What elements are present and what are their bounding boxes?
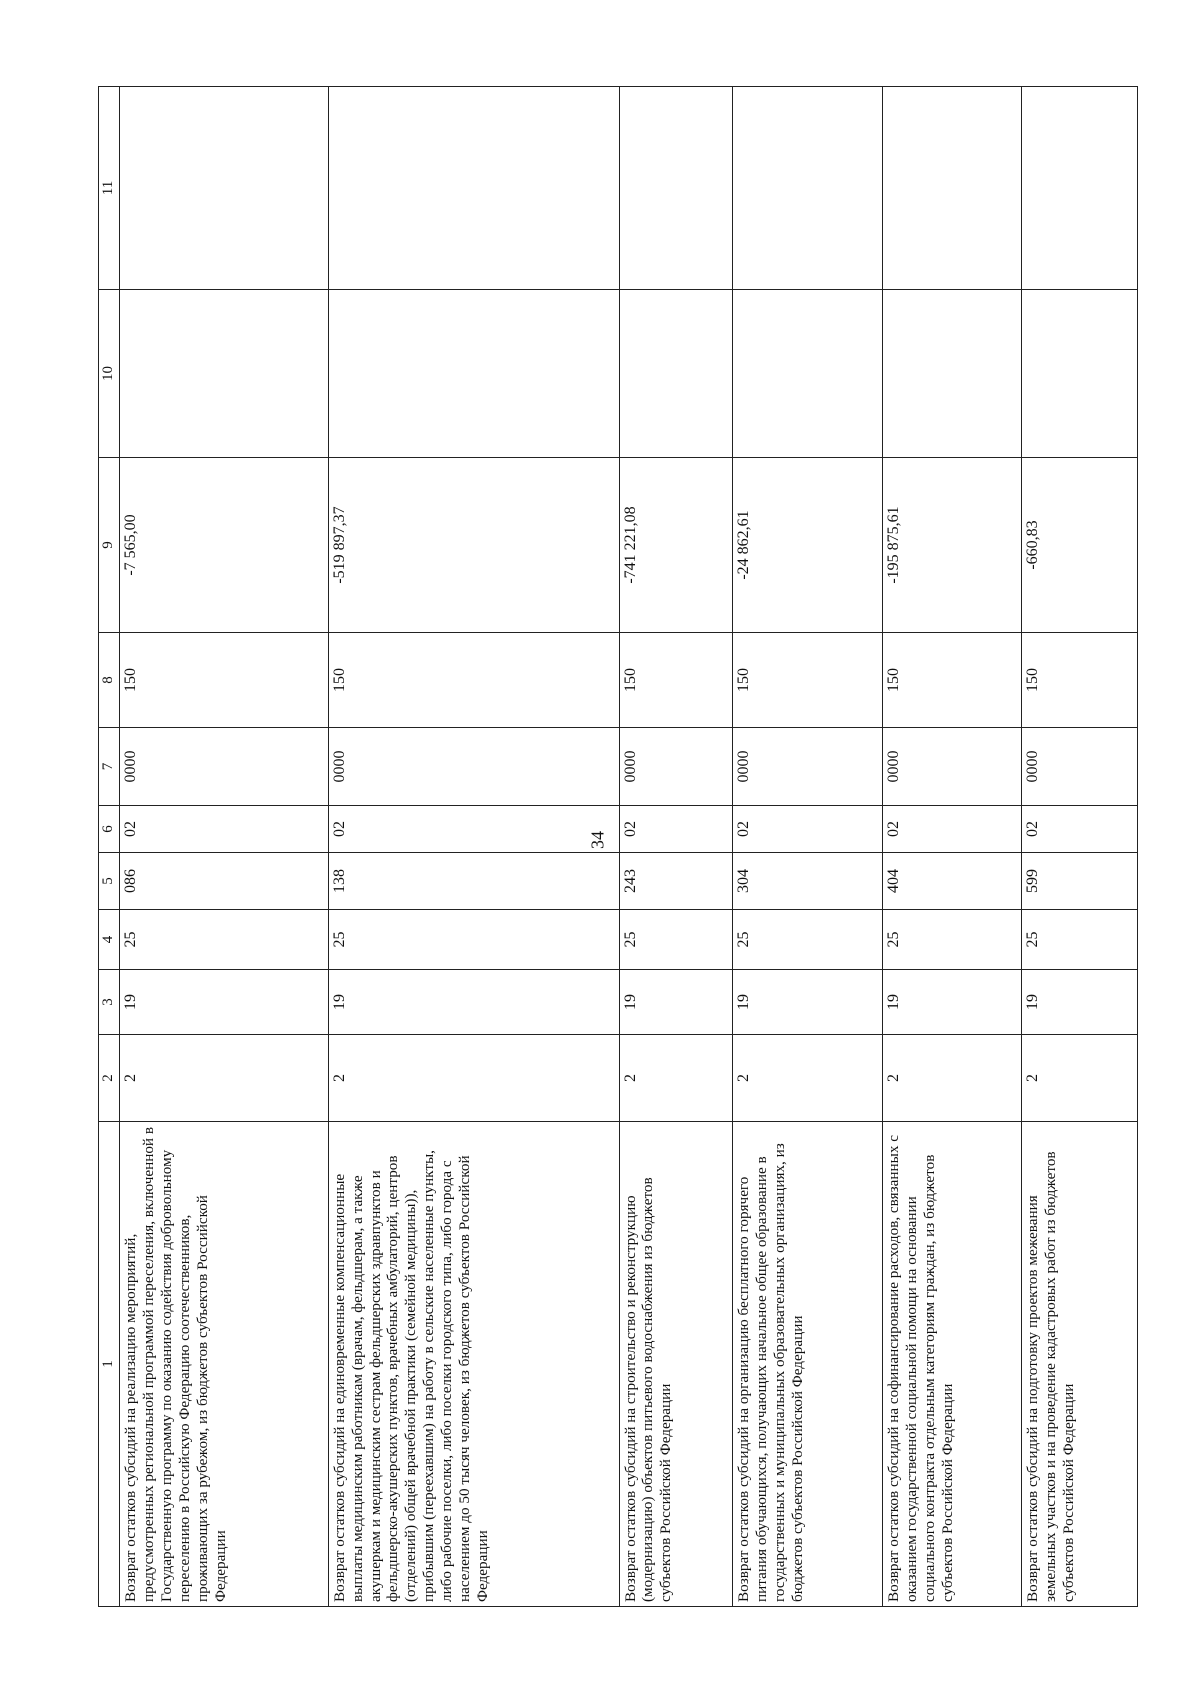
header-cell: 7 [99, 728, 120, 806]
table-row [882, 87, 1021, 1607]
cell-col-7: 0000 [619, 728, 733, 806]
cell-col-7: 0000 [120, 728, 329, 806]
cell-amount: -741 221,08 [619, 458, 733, 633]
cell-col-2: 2 [619, 1035, 733, 1122]
cell-col-8: 150 [328, 633, 619, 728]
cell-col-8: 150 [733, 633, 883, 728]
header-cell: 4 [99, 910, 120, 970]
cell-col-11 [733, 87, 883, 290]
cell-col-7: 0000 [882, 728, 1021, 806]
cell-amount: -24 862,61 [733, 458, 883, 633]
header-row [99, 87, 120, 1607]
table-row [619, 87, 733, 1607]
cell-col-2: 2 [328, 1035, 619, 1122]
cell-col-4: 25 [1022, 910, 1138, 970]
cell-col-10 [619, 290, 733, 458]
header-cell: 9 [99, 458, 120, 633]
cell-col-6: 02 [120, 806, 329, 853]
cell-col-8: 150 [1022, 633, 1138, 728]
header-cell: 11 [99, 87, 120, 290]
cell-amount: -660,83 [1022, 458, 1138, 633]
cell-col-6: 02 [619, 806, 733, 853]
rotated-table-container [98, 87, 1138, 1607]
budget-table [98, 86, 1138, 1607]
cell-col-8: 150 [882, 633, 1021, 728]
cell-col-4: 25 [619, 910, 733, 970]
cell-col-11 [328, 87, 619, 290]
cell-col-11 [1022, 87, 1138, 290]
cell-col-5: 086 [120, 853, 329, 910]
cell-col-6: 02 [1022, 806, 1138, 853]
cell-col-4: 25 [882, 910, 1021, 970]
cell-col-3: 19 [328, 970, 619, 1035]
cell-col-7: 0000 [328, 728, 619, 806]
cell-col-8: 150 [120, 633, 329, 728]
cell-col-2: 2 [882, 1035, 1021, 1122]
cell-col-2: 2 [733, 1035, 883, 1122]
cell-col-7: 0000 [733, 728, 883, 806]
cell-col-3: 19 [1022, 970, 1138, 1035]
header-cell: 6 [99, 806, 120, 853]
cell-col-11 [619, 87, 733, 290]
cell-col-5: 404 [882, 853, 1021, 910]
cell-col-7: 0000 [1022, 728, 1138, 806]
cell-col-5: 599 [1022, 853, 1138, 910]
cell-col-6: 02 [733, 806, 883, 853]
cell-col-11 [120, 87, 329, 290]
header-cell: 5 [99, 853, 120, 910]
cell-amount: -7 565,00 [120, 458, 329, 633]
cell-col-4: 25 [733, 910, 883, 970]
row-description: Возврат остатков субсидий на подготовку проектов межевания земельных участков и на проведение кадастровых работ из бюджетов субъектов Российской Федерации [1022, 1122, 1138, 1607]
cell-col-3: 19 [733, 970, 883, 1035]
cell-col-4: 25 [328, 910, 619, 970]
table-row [733, 87, 883, 1607]
cell-col-10 [882, 290, 1021, 458]
header-cell: 1 [99, 1122, 120, 1607]
header-cell: 10 [99, 290, 120, 458]
cell-amount: -519 897,37 [328, 458, 619, 633]
cell-col-5: 243 [619, 853, 733, 910]
cell-col-10 [328, 290, 619, 458]
header-cell: 2 [99, 1035, 120, 1122]
cell-col-6: 02 [328, 806, 619, 853]
cell-col-6: 02 [882, 806, 1021, 853]
cell-col-11 [882, 87, 1021, 290]
cell-col-10 [733, 290, 883, 458]
cell-col-3: 19 [120, 970, 329, 1035]
header-cell: 3 [99, 970, 120, 1035]
cell-col-5: 304 [733, 853, 883, 910]
table-row [328, 87, 619, 1607]
cell-col-8: 150 [619, 633, 733, 728]
cell-col-3: 19 [882, 970, 1021, 1035]
cell-amount: -195 875,61 [882, 458, 1021, 633]
row-description: Возврат остатков субсидий на реализацию мероприятий, предусмотренных региональной программой переселения, включенной в Государственную программу по оказанию содействия добровольному переселению в Российскую Федерацию соотечественников, проживающих за рубежом, из бюджетов субъектов Российской Федерации [120, 1122, 329, 1607]
cell-col-10 [1022, 290, 1138, 458]
table-row [1022, 87, 1138, 1607]
page-number: 34 [587, 831, 608, 849]
row-description: Возврат остатков субсидий на организацию бесплатного горячего питания обучающихся, получающих начальное общее образование в государственных и муниципальных образовательных организациях, из бюджетов субъектов Российской Федерации [733, 1122, 883, 1607]
header-cell: 8 [99, 633, 120, 728]
table-row [120, 87, 329, 1607]
cell-col-4: 25 [120, 910, 329, 970]
row-description: Возврат остатков субсидий на софинансирование расходов, связанных с оказанием государственной социальной помощи на основании социального контракта отдельным категориям граждан, из бюджетов субъектов Российской Федерации [882, 1122, 1021, 1607]
cell-col-3: 19 [619, 970, 733, 1035]
row-description: Возврат остатков субсидий на единовременные компенсационные выплаты медицинским работникам (врачам, фельдшерам, а также акушеркам и медицинским сестрам фельдшерских здравпунктов и фельдшерско-акушерских пунктов, врачебных амбулаторий, центров (отделений) общей врачебной практики (семейной медицины)), прибывшим (переехавшим) на работу в сельские населенные пункты, либо рабочие поселки, либо поселки городского типа, либо города с населением до 50 тысяч человек, из бюджетов субъектов Российской Федерации [328, 1122, 619, 1607]
row-description: Возврат остатков субсидий на строительство и реконструкцию (модернизацию) объектов питьевого водоснабжения из бюджетов субъектов Российской Федерации [619, 1122, 733, 1607]
cell-col-2: 2 [1022, 1035, 1138, 1122]
cell-col-10 [120, 290, 329, 458]
cell-col-2: 2 [120, 1035, 329, 1122]
cell-col-5: 138 [328, 853, 619, 910]
